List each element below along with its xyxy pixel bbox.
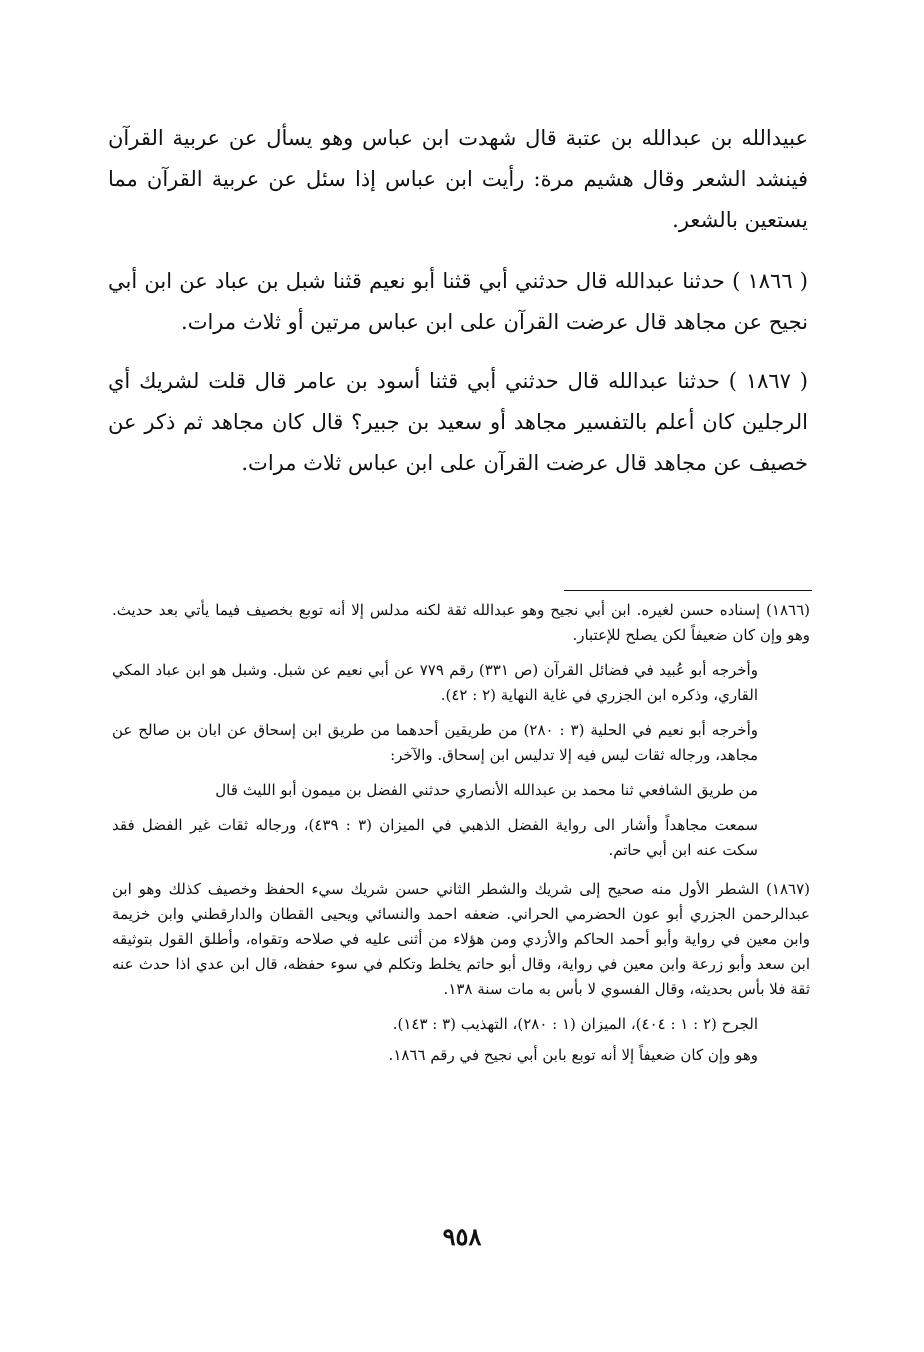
footnote-1866-line: وأخرجه أبو نعيم في الحلية (٣ : ٢٨٠) من طريقين أحدهما من طريق ابن إسحاق عن ابان بن صالح عن مجاهد، ورجاله ثقات ليس فيه إلا تدليس ابن إسحاق. والآخر: — [112, 721, 758, 764]
main-paragraph-hadith-1867: ( ١٨٦٧ ) حدثنا عبدالله قال حدثني أبي قثنا أسود بن عامر قال قلت لشريك أي الرجلين كان أعلم بالتفسير مجاهد أو سعيد بن جبير؟ قال كان مجاهد ثم ذكر عن خصيف عن مجاهد قال عرضت القرآن على ابن عباس ثلاث مرات. — [108, 369, 809, 475]
footnotes — [112, 598, 810, 1074]
footnote-separator — [564, 590, 812, 591]
footnote-1866-line: سمعت مجاهداً وأشار الى رواية الفضل الذهبي في الميزان (٣ : ٤٣٩)، ورجاله ثقات غير الفضل فقد سكت عنه ابن أبي حاتم. — [112, 816, 759, 859]
footnote-1866-line: من طريق الشافعي ثنا محمد بن عبدالله الأنصاري حدثني الفضل بن ميمون أبو الليث قال — [215, 781, 758, 799]
footnote-1867-line: وهو وإن كان ضعيفاً إلا أنه توبع بابن أبي نجيح في رقم ١٨٦٦. — [388, 1046, 758, 1064]
footnote-1867-head: (١٨٦٧) الشطر الأول منه صحيح إلى شريك والشطر الثاني حسن شريك سيء الحفظ وخصيف كذلك وهو ابن عبدالرحمن الجزري أبو عون الحضرمي الحراني. ضعفه احمد والنسائي ويحيى القطان والدارقطني وابن خزيمة وابن معين في رواية وأبو أحمد الحاكم والأزدي ومن هؤلاء من أثنى عليه في صلاحه وتقواه، وأطلق القول بتوثيقه ابن سعد وأبو زرعة وابن معين في رواية، وقال أبو حاتم يخلط وتكلم في سوء حفظه، قال ابن عدي اذا حدث عنه ثقة فلا بأس بحديثه، وقال الفسوي لا بأس به مات سنة ١٣٨. — [112, 880, 810, 998]
page-number: ٩٥٨ — [442, 1222, 482, 1251]
main-text — [108, 118, 808, 502]
footnote-1867-line: الجرح (٢ : ١ : ٤٠٤)، الميزان (١ : ٢٨٠)، التهذيب (٣ : ١٤٣). — [392, 1015, 758, 1033]
footnote-1866-line: وأخرجه أبو عُبيد في فضائل القرآن (ص ٣٣١) رقم ٧٧٩ عن أبي نعيم عن شبل. وشبل هو ابن عباد المكي القاري، وذكره ابن الجزري في غاية النهاية (٢ : ٤٢). — [112, 661, 758, 704]
main-paragraph-hadith-1866: ( ١٨٦٦ ) حدثنا عبدالله قال حدثني أبي قثنا أبو نعيم قثنا شبل بن عباد عن ابن أبي نجيح عن مجاهد قال عرضت القرآن على ابن عباس مرتين أو ثلاث مرات. — [108, 269, 808, 334]
main-paragraph: عبيدالله بن عبدالله بن عتبة قال شهدت ابن عباس وهو يسأل عن عربية القرآن فينشد الشعر وقال هشيم مرة: رأيت ابن عباس إذا سئل عن عربية القرآن مما يستعين بالشعر. — [108, 126, 808, 232]
footnote-1866-head: (١٨٦٦) إسناده حسن لغيره. ابن أبي نجيح وهو عبدالله ثقة لكنه مدلس إلا أنه توبع بخصيف فيما يأتي بعد حديث. وهو وإن كان ضعيفاً لكن يصلح للإعتبار. — [112, 601, 810, 644]
